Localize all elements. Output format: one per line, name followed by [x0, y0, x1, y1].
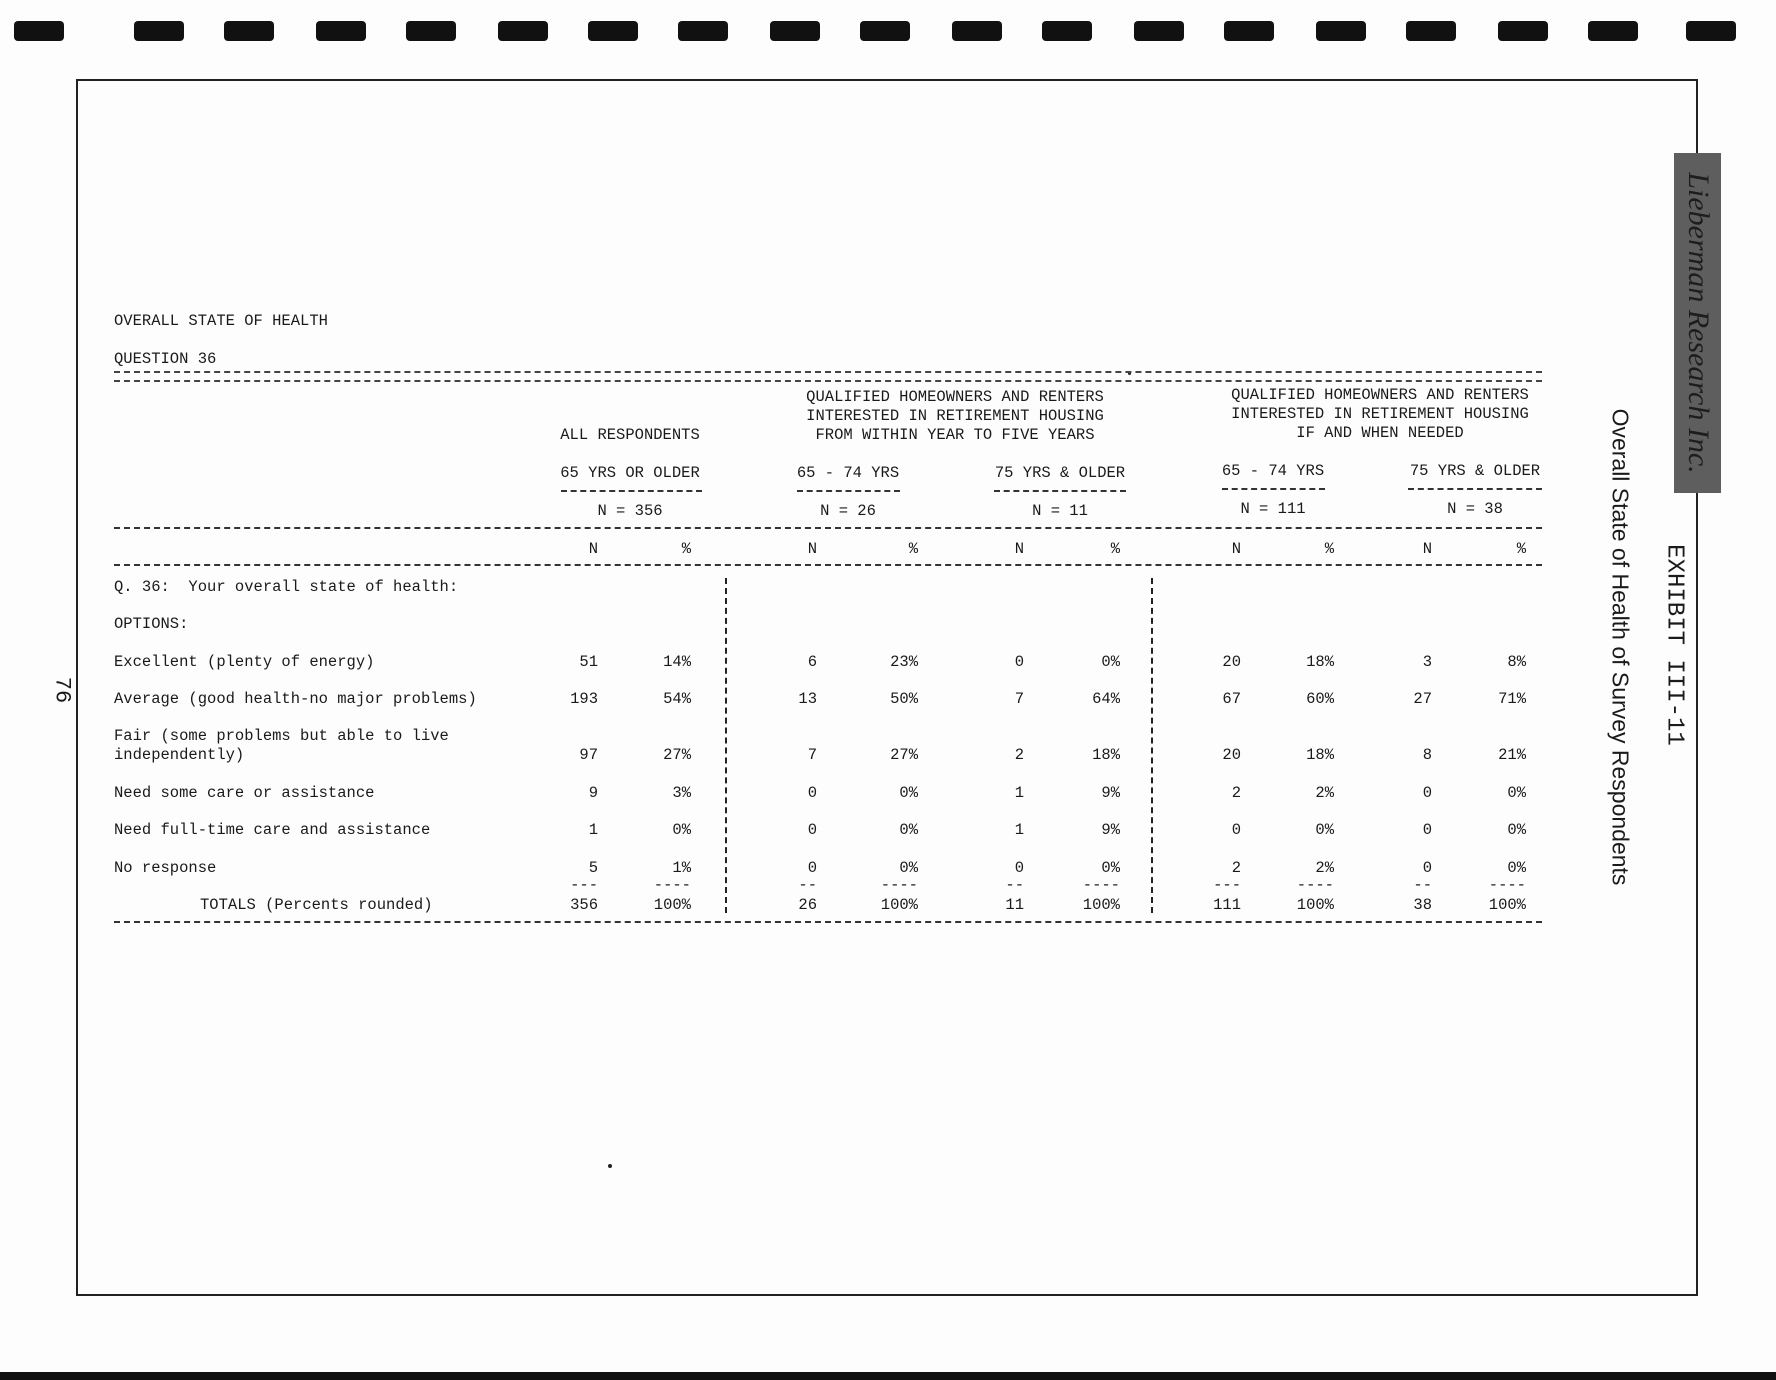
row-label: Excellent (plenty of energy) [114, 653, 375, 671]
cell-percent: 50% [890, 690, 918, 708]
group-header-five-years-line2: INTERESTED IN RETIREMENT HOUSING [806, 407, 1104, 425]
binder-hole [678, 21, 728, 41]
col-header-pct: % [1110, 540, 1120, 558]
cell-percent: 0% [899, 859, 918, 877]
header-rule [114, 527, 1542, 529]
totals-label: TOTALS (Percents rounded) [200, 896, 433, 914]
cell-count: 0 [1014, 653, 1024, 671]
subgroup-n: N = 11 [1032, 502, 1088, 520]
cell-percent: 23% [890, 653, 918, 671]
group-header-when-needed-line2: INTERESTED IN RETIREMENT HOUSING [1231, 405, 1529, 423]
binder-hole [1134, 21, 1184, 41]
cell-count: 0 [1231, 821, 1241, 839]
cell-percent: 0% [1101, 859, 1120, 877]
cell-percent: 18% [1092, 746, 1120, 764]
cell-percent: 0% [899, 784, 918, 802]
cell-count: 5 [588, 859, 598, 877]
question-text: Q. 36: Your overall state of health: [114, 578, 459, 596]
cell-count: 0 [807, 784, 817, 802]
cell-count: 0 [1422, 784, 1432, 802]
cell-count: 13 [798, 690, 817, 708]
cell-count: 0 [1422, 821, 1432, 839]
total-underline: ---- [1488, 876, 1526, 894]
cell-percent: 71% [1498, 690, 1526, 708]
total-count: 11 [1005, 896, 1024, 914]
group-header-all: ALL RESPONDENTS [560, 426, 700, 444]
col-header-pct: % [1516, 540, 1526, 558]
col-header-pct: % [681, 540, 691, 558]
cell-count: 0 [807, 821, 817, 839]
bottom-edge [0, 1372, 1776, 1380]
group-header-five-years-line3: FROM WITHIN YEAR TO FIVE YEARS [815, 426, 1095, 444]
cell-percent: 9% [1101, 784, 1120, 802]
subgroup-underline [1222, 488, 1325, 490]
col-header-n: N [1422, 540, 1432, 558]
binder-hole [1588, 21, 1638, 41]
binder-hole [406, 21, 456, 41]
company-logo [1674, 153, 1721, 493]
col-header-pct: % [908, 540, 918, 558]
cell-count: 2 [1014, 746, 1024, 764]
cell-percent: 1% [672, 859, 691, 877]
side-title: Overall State of Health of Survey Respondents [1607, 408, 1634, 886]
total-percent: 100% [880, 896, 918, 914]
cell-percent: 8% [1507, 653, 1526, 671]
binder-hole [860, 21, 910, 41]
cell-percent: 0% [1101, 653, 1120, 671]
page-number: 76 [49, 676, 75, 704]
cell-percent: 0% [899, 821, 918, 839]
cell-count: 20 [1222, 746, 1241, 764]
cell-count: 9 [588, 784, 598, 802]
subgroup-n: N = 356 [597, 502, 663, 520]
total-percent: 100% [1488, 896, 1526, 914]
row-label: Average (good health-no major problems) [114, 690, 477, 708]
binder-hole [316, 21, 366, 41]
subgroup-underline [1408, 488, 1542, 490]
total-percent: 100% [1296, 896, 1334, 914]
col-header-pct: % [1324, 540, 1334, 558]
cell-count: 51 [579, 653, 598, 671]
subgroup-label: 75 YRS & OLDER [994, 464, 1126, 482]
subgroup-label: 75 YRS & OLDER [1409, 462, 1541, 480]
cell-count: 67 [1222, 690, 1241, 708]
row-label: Fair (some problems but able to live [114, 727, 449, 745]
cell-count: 3 [1422, 653, 1432, 671]
binder-hole [1686, 21, 1736, 41]
cell-percent: 0% [672, 821, 691, 839]
cell-count: 1 [588, 821, 598, 839]
subgroup-underline [994, 490, 1126, 492]
col-header-n: N [807, 540, 817, 558]
cell-percent: 60% [1306, 690, 1334, 708]
cell-percent: 64% [1092, 690, 1120, 708]
total-underline: -- [1005, 876, 1024, 894]
cell-percent: 18% [1306, 653, 1334, 671]
subgroup-label: 65 - 74 YRS [1221, 462, 1325, 480]
page-frame [76, 79, 1698, 1296]
cell-percent: 54% [663, 690, 691, 708]
section-title: OVERALL STATE OF HEALTH [114, 312, 328, 330]
cell-count: 6 [807, 653, 817, 671]
cell-count: 2 [1231, 784, 1241, 802]
binder-hole [498, 21, 548, 41]
cell-percent: 21% [1498, 746, 1526, 764]
options-label: OPTIONS: [114, 615, 189, 633]
total-underline: --- [570, 876, 598, 894]
row-label: Need full-time care and assistance [114, 821, 431, 839]
binder-hole [14, 21, 64, 41]
group-header-when-needed-line1: QUALIFIED HOMEOWNERS AND RENTERS [1231, 386, 1529, 404]
group-header-when-needed-line3: IF AND WHEN NEEDED [1296, 424, 1464, 442]
footer-rule [114, 921, 1542, 923]
column-separator [725, 578, 727, 913]
subgroup-underline [797, 490, 900, 492]
binder-hole [1224, 21, 1274, 41]
binder-hole [588, 21, 638, 41]
cell-percent: 2% [1315, 784, 1334, 802]
total-underline: ---- [653, 876, 691, 894]
cell-count: 20 [1222, 653, 1241, 671]
binder-hole [1498, 21, 1548, 41]
cell-percent: 18% [1306, 746, 1334, 764]
cell-percent: 2% [1315, 859, 1334, 877]
total-underline: ---- [1296, 876, 1334, 894]
total-underline: ---- [1082, 876, 1120, 894]
exhibit-label: EXHIBIT III-11 [1660, 544, 1688, 746]
total-count: 356 [570, 896, 598, 914]
cell-percent: 9% [1101, 821, 1120, 839]
cell-percent: 0% [1507, 784, 1526, 802]
cell-count: 0 [1422, 859, 1432, 877]
binder-hole [952, 21, 1002, 41]
cell-percent: 27% [890, 746, 918, 764]
cell-count: 7 [1014, 690, 1024, 708]
binder-hole [134, 21, 184, 41]
column-separator [1151, 578, 1153, 913]
cell-count: 7 [807, 746, 817, 764]
total-percent: 100% [653, 896, 691, 914]
total-percent: 100% [1082, 896, 1120, 914]
subgroup-n: N = 38 [1447, 500, 1503, 518]
total-underline: -- [1413, 876, 1432, 894]
cell-count: 1 [1014, 821, 1024, 839]
binder-hole [1316, 21, 1366, 41]
total-count: 111 [1213, 896, 1241, 914]
cell-count: 27 [1413, 690, 1432, 708]
double-rule [114, 371, 1542, 382]
binder-hole [770, 21, 820, 41]
subgroup-label: 65 YRS OR OLDER [560, 464, 700, 482]
row-label: Need some care or assistance [114, 784, 375, 802]
cell-percent: 0% [1315, 821, 1334, 839]
cell-count: 0 [1014, 859, 1024, 877]
total-count: 38 [1413, 896, 1432, 914]
cell-percent: 3% [672, 784, 691, 802]
row-label: No response [114, 859, 217, 877]
subgroup-n: N = 111 [1240, 500, 1306, 518]
col-header-n: N [1014, 540, 1024, 558]
total-underline: --- [1213, 876, 1241, 894]
group-header-five-years-line1: QUALIFIED HOMEOWNERS AND RENTERS [806, 388, 1104, 406]
total-underline: ---- [880, 876, 918, 894]
subgroup-n: N = 26 [820, 502, 876, 520]
binder-hole [1042, 21, 1092, 41]
cell-count: 2 [1231, 859, 1241, 877]
cell-percent: 14% [663, 653, 691, 671]
total-underline: -- [798, 876, 817, 894]
row-label: independently) [114, 746, 245, 764]
question-id: QUESTION 36 [114, 350, 217, 368]
cell-percent: 0% [1507, 821, 1526, 839]
cell-count: 193 [570, 690, 598, 708]
subgroup-label: 65 - 74 YRS [796, 464, 900, 482]
cell-count: 0 [807, 859, 817, 877]
total-count: 26 [798, 896, 817, 914]
col-header-n: N [588, 540, 598, 558]
cell-percent: 0% [1507, 859, 1526, 877]
cell-count: 97 [579, 746, 598, 764]
binder-hole [1406, 21, 1456, 41]
cell-count: 8 [1422, 746, 1432, 764]
subgroup-underline [561, 490, 702, 492]
logo-text: Lieberman Research Inc. [1681, 172, 1715, 474]
speck [608, 1164, 612, 1168]
col-header-n: N [1231, 540, 1241, 558]
cell-percent: 27% [663, 746, 691, 764]
binder-hole [224, 21, 274, 41]
header-rule [114, 564, 1542, 566]
cell-count: 1 [1014, 784, 1024, 802]
